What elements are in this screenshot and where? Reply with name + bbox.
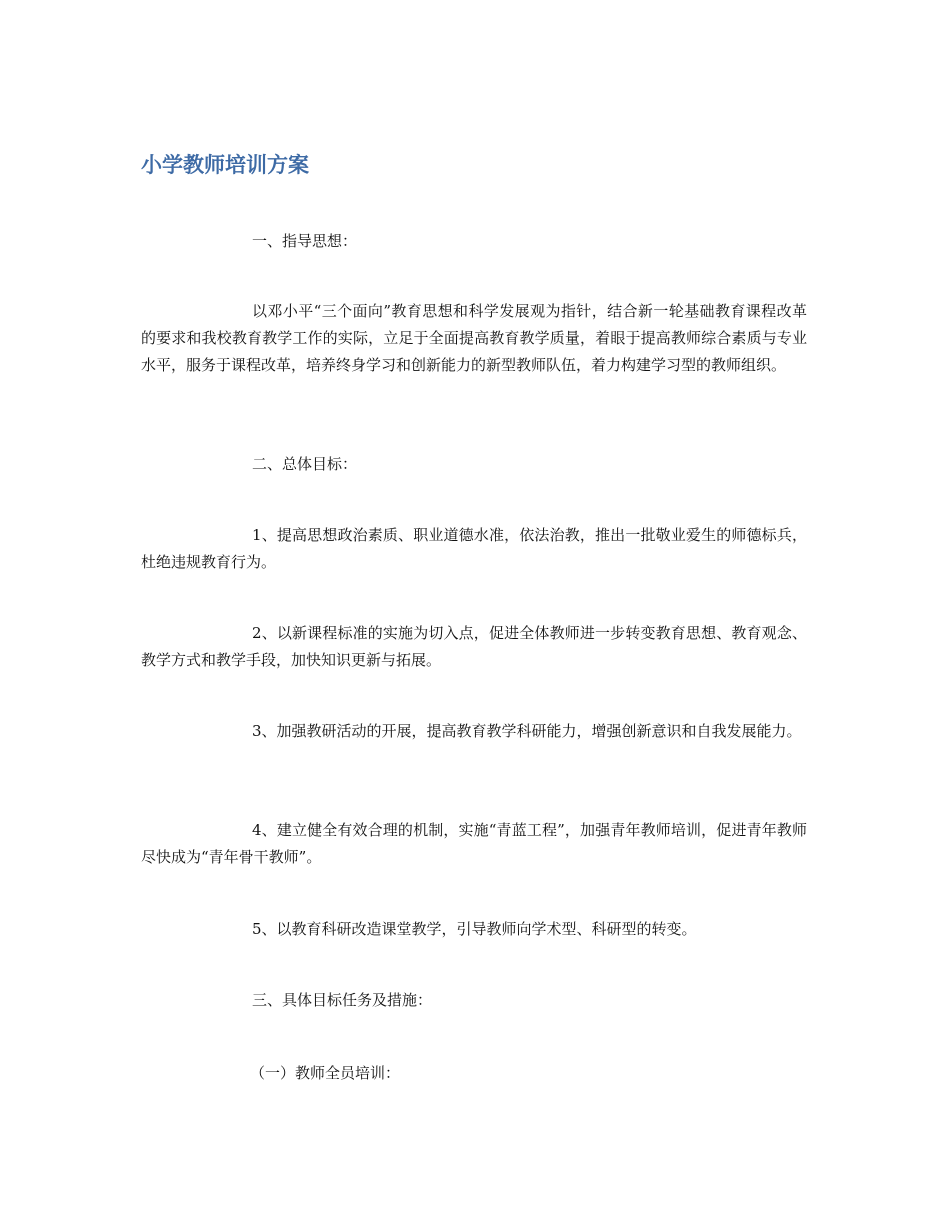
section-heading-specific-tasks: 三、具体目标任务及措施：: [252, 991, 433, 1009]
goal-item: 1、提高思想政治素质、职业道德水准，依法治教，推出一批敬业爱生的师德标兵，杜绝违规教育行为。: [141, 526, 807, 571]
body-paragraph: 以邓小平“三个面向”教育思想和科学发展观为指针，结合新一轮基础教育课程改革的要求和我校教育教学工作的实际，立足于全面提高教育教学质量，着眼于提高教师综合素质与专业水平，服务于课程改革，培养终身学习和创新能力的新型教师队伍，着力构建学习型的教师组织。: [141, 302, 807, 374]
document-title: 小学教师培训方案: [141, 153, 309, 177]
section-heading-overall-goals: 二、总体目标：: [252, 455, 358, 473]
section-heading-guiding-ideology: 一、指导思想：: [252, 232, 358, 250]
goal-item: 4、建立健全有效合理的机制，实施“青蓝工程”，加强青年教师培训，促进青年教师尽快成为“青年骨干教师”。: [141, 821, 807, 866]
goal-item: 5、以教育科研改造课堂教学，引导教师向学术型、科研型的转变。: [252, 920, 697, 938]
goal-item: 2、以新课程标准的实施为切入点，促进全体教师进一步转变教育思想、教育观念、教学方式和教学手段，加快知识更新与拓展。: [141, 624, 807, 669]
subsection-heading-all-staff-training: （一）教师全员培训：: [250, 1064, 401, 1082]
goal-item: 3、加强教研活动的开展，提高教育教学科研能力，增强创新意识和自我发展能力。: [252, 722, 802, 740]
